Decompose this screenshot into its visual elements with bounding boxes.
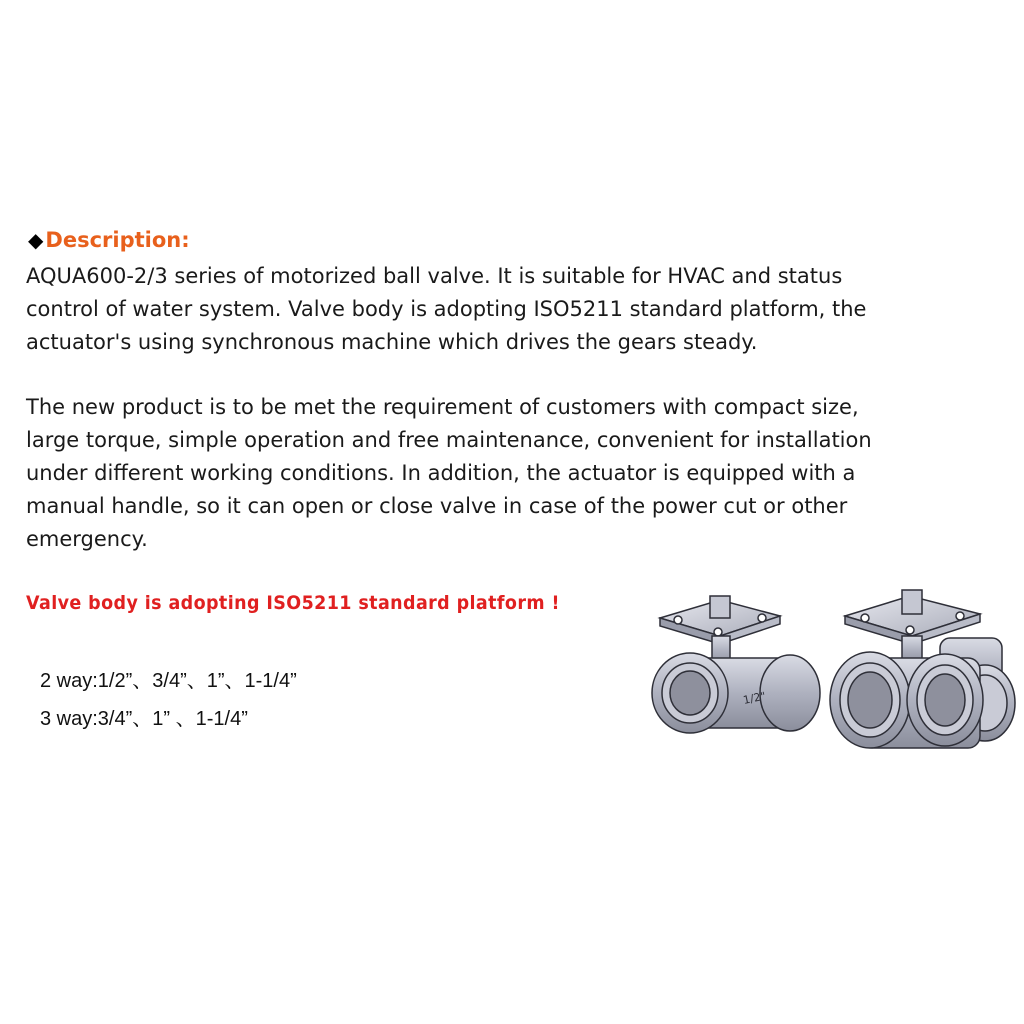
two-way-valve-icon [652,596,820,733]
description-paragraph-2: The new product is to be met the requirement of customers with compact size, large torque, simple operation and free maintenance, convenient for installation under different working conditions. In addition, the actuator is equipped with a manual handle, so it can open or close valve in case of the power cut or other emergency. [26,395,872,551]
description-paragraph-1: AQUA600-2/3 series of motorized ball valve. It is suitable for HVAC and status control of water system. Valve body is adopting ISO5211 standard platform, the actuator's using synchronous machine which drives the gears steady. [26,264,867,354]
iso5211-slogan: Valve body is adopting ISO5211 standard platform ! [26,593,560,615]
two-way-sizes: 2 way:1/2”、3/4”、1”、1-1/4” [40,670,297,692]
ball-valve-illustration [640,578,1020,768]
size-list [40,662,297,738]
three-way-valve-icon [830,590,1015,748]
description-heading [28,228,190,252]
valve-size-marking: 1/2" [741,689,767,707]
diamond-bullet-icon: ◆ [28,228,44,252]
description-title: Description: [45,228,190,252]
three-way-sizes: 3 way:3/4”、1” 、1-1/4” [40,708,248,730]
